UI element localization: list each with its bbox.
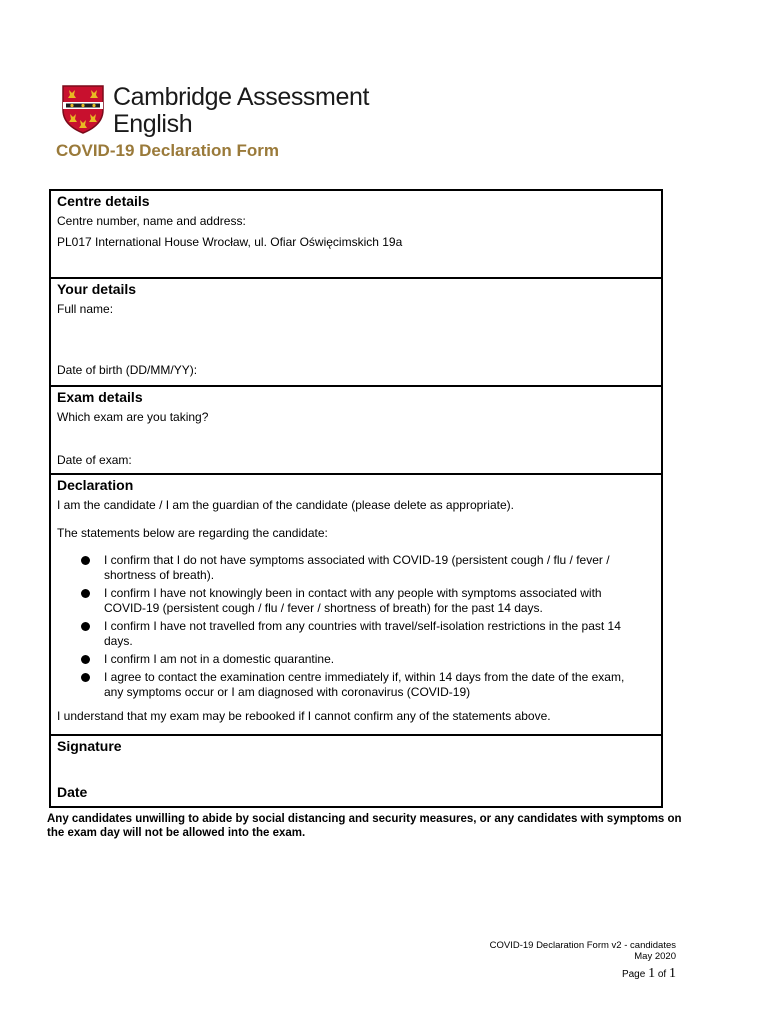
cambridge-crest-icon	[61, 84, 105, 134]
list-item	[77, 670, 644, 700]
centre-details-heading: Centre details	[57, 193, 150, 209]
bullet-icon	[81, 655, 90, 664]
full-name-field[interactable]: Full name:	[57, 302, 114, 316]
exam-details-heading: Exam details	[57, 389, 143, 405]
centre-details-section	[51, 191, 661, 279]
footer-date: May 2020	[634, 951, 676, 962]
page-number	[622, 966, 676, 982]
statement-text: I confirm that I do not have symptoms associated with COVID-19 (persistent cough / flu / fever / shortness of breath).	[104, 553, 610, 582]
statement-text: I confirm I have not knowingly been in contact with any people with symptoms associated with COVID-19 (persistent cough / flu / fever / shortness of breath) for the past 14 days.	[104, 586, 602, 615]
footer-doc-name: COVID-19 Declaration Form v2 - candidates	[489, 940, 676, 951]
declaration-closing: I understand that my exam may be rebooked if I cannot confirm any of the statements above.	[57, 709, 551, 723]
statements-intro: The statements below are regarding the candidate:	[57, 526, 328, 540]
list-item	[77, 619, 644, 649]
org-name-line2: English	[113, 110, 193, 138]
signature-field[interactable]: Signature	[57, 738, 122, 754]
bullet-icon	[81, 622, 90, 631]
your-details-section	[51, 279, 661, 387]
page-word: Page	[621, 969, 646, 980]
centre-label: Centre number, name and address:	[57, 214, 246, 228]
exam-date-field[interactable]: Date of exam:	[57, 453, 132, 467]
dob-field[interactable]: Date of birth (DD/MM/YY):	[57, 363, 198, 377]
footer	[490, 940, 676, 962]
list-item	[77, 553, 644, 583]
form-title: COVID-19 Declaration Form	[56, 141, 279, 160]
bullet-icon	[81, 556, 90, 565]
org-name-line1: Cambridge Assessment	[113, 83, 370, 111]
statements-list	[57, 553, 655, 700]
page-total: 1	[669, 966, 676, 981]
declaration-form	[49, 189, 663, 808]
logo	[61, 84, 369, 138]
declaration-section	[51, 475, 661, 736]
bullet-icon	[81, 589, 90, 598]
warning-notice: Any candidates unwilling to abide by social distancing and security measures, or any candidates with symptoms on the exam day will not be allowed into the exam.	[47, 813, 682, 839]
signature-section	[51, 736, 661, 806]
exam-details-section	[51, 387, 661, 475]
declaration-intro: I am the candidate / I am the guardian of the candidate (please delete as appropriate).	[57, 498, 514, 512]
of-word: of	[657, 969, 667, 980]
bullet-icon	[81, 673, 90, 682]
list-item	[77, 652, 644, 667]
which-exam-field[interactable]: Which exam are you taking?	[57, 410, 209, 424]
declaration-heading: Declaration	[57, 477, 134, 493]
your-details-heading: Your details	[57, 281, 137, 297]
page-current: 1	[648, 966, 656, 981]
list-item	[77, 586, 644, 616]
signature-date-field[interactable]: Date	[57, 784, 88, 800]
org-name	[113, 84, 369, 138]
statement-text: I confirm I am not in a domestic quarantine.	[104, 652, 335, 666]
statement-text: I agree to contact the examination centre immediately if, within 14 days from the date of the exam, any symptoms occur or I am diagnosed with coronavirus (COVID-19)	[104, 670, 625, 699]
statement-text: I confirm I have not travelled from any countries with travel/self-isolation restrictions in the past 14 days.	[104, 619, 621, 648]
centre-value: PL017 International House Wrocław, ul. Ofiar Oświęcimskich 19a	[57, 235, 403, 249]
